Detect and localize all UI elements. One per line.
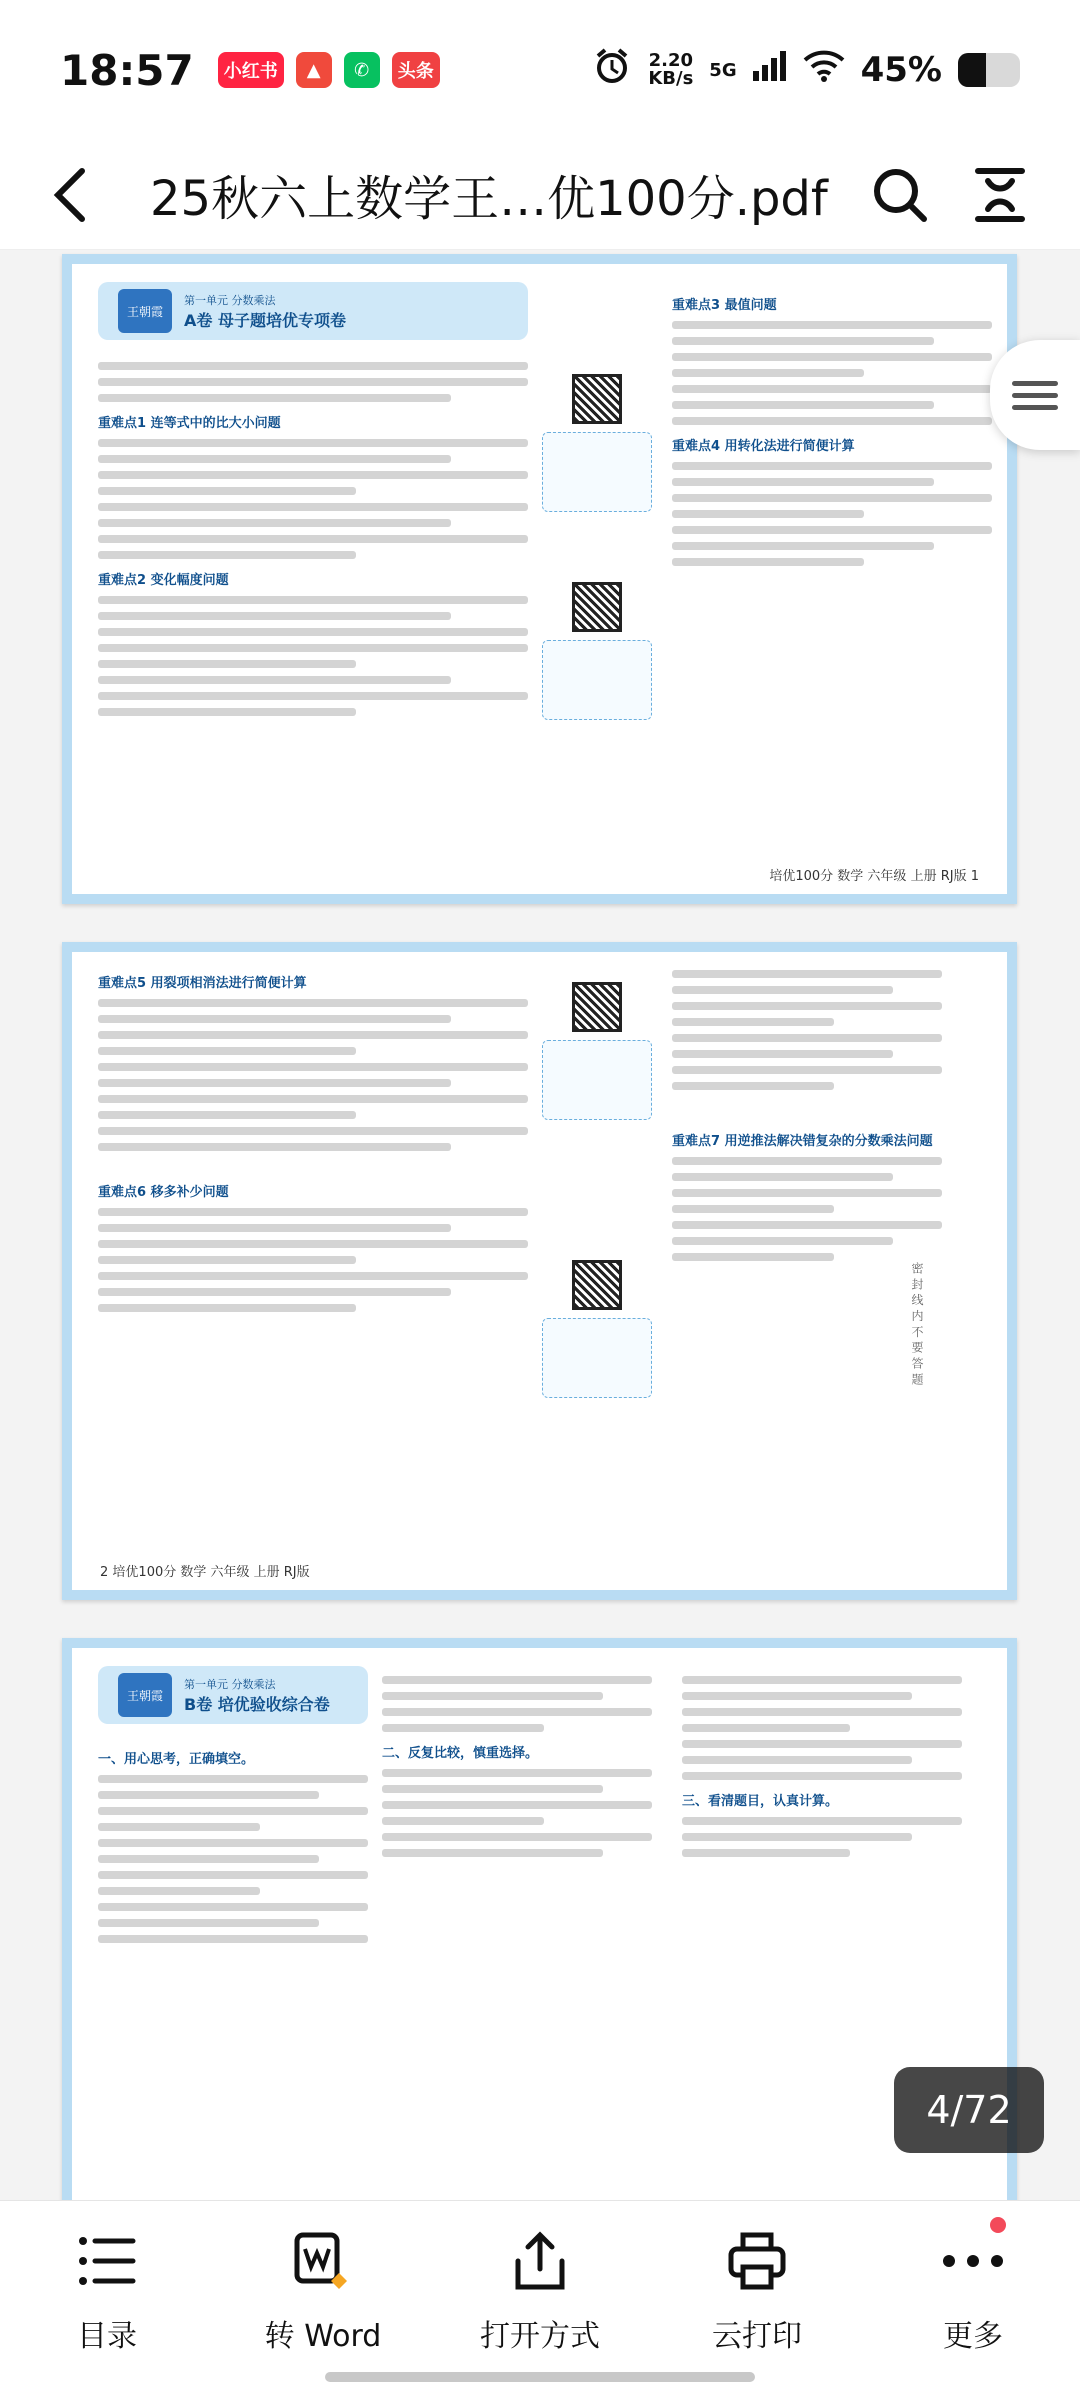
tip-box	[542, 1040, 652, 1120]
alarm-icon	[592, 46, 632, 95]
pdf-viewer[interactable]	[0, 250, 1080, 2200]
section-heading: 重难点7 用逆推法解决错复杂的分数乘法问题	[672, 1134, 933, 1149]
tip-box	[542, 1318, 652, 1398]
more-button[interactable]: 更多	[888, 2221, 1058, 2355]
xiaohongshu-icon: 小红书	[218, 52, 284, 88]
wechat-icon: ✆	[344, 52, 380, 88]
pdf-page-1[interactable]	[62, 254, 1017, 904]
tip-box	[542, 640, 652, 720]
app-notification-icon: ▲	[296, 52, 332, 88]
notification-icons	[218, 52, 440, 88]
page-layout-button[interactable]	[960, 155, 1040, 235]
section-heading: 重难点2 变化幅度问题	[98, 573, 229, 588]
more-icon	[888, 2221, 1058, 2301]
layout-icon	[970, 165, 1030, 225]
page-title: B卷 培优验收综合卷	[184, 1694, 330, 1714]
tips-column	[542, 962, 652, 1560]
qr-code-icon	[572, 374, 622, 424]
left-column	[98, 962, 528, 1560]
section-heading: 重难点6 移多补少问题	[98, 1185, 229, 1200]
section-heading: 重难点3 最值问题	[672, 298, 777, 313]
top-toolbar	[0, 140, 1080, 250]
home-indicator[interactable]	[325, 2372, 755, 2382]
qr-code-icon	[572, 582, 622, 632]
document-title: 25秋六上数学王…优100分.pdf	[150, 171, 828, 227]
search-icon	[870, 165, 930, 225]
section-heading: 一、用心思考，正确填空。	[98, 1752, 255, 1767]
list-icon	[22, 2221, 192, 2301]
page-title: A卷 母子题培优专项卷	[184, 310, 346, 330]
catalog-button[interactable]: 目录	[22, 2221, 192, 2355]
page-footer: 2 培优100分 数学 六年级 上册 RJ版	[100, 1565, 310, 1580]
section-heading: 三、看清题目，认真计算。	[682, 1794, 839, 1809]
qr-code-icon	[572, 982, 622, 1032]
page-footer: 培优100分 数学 六年级 上册 RJ版 1	[769, 869, 979, 884]
side-menu-handle[interactable]	[990, 340, 1080, 450]
bottom-toolbar	[0, 2200, 1080, 2400]
left-column	[98, 1738, 368, 2198]
seal-line-column	[899, 962, 989, 1560]
search-button[interactable]	[860, 155, 940, 235]
cloud-print-button[interactable]: 云打印	[672, 2221, 842, 2355]
brand-logo: 王朝霞	[118, 289, 172, 333]
tip-box	[542, 432, 652, 512]
pdf-page-2[interactable]	[62, 942, 1017, 1600]
status-time: 18:57	[60, 45, 194, 95]
toutiao-icon: 头条	[392, 52, 440, 88]
status-bar	[0, 0, 1080, 140]
convert-word-button[interactable]: 转 Word	[238, 2221, 408, 2355]
signal-icon	[753, 50, 787, 90]
battery-percent: 45%	[860, 50, 942, 90]
share-icon	[455, 2221, 625, 2301]
middle-column	[382, 1668, 652, 2198]
section-heading: 重难点4 用转化法进行简便计算	[672, 439, 855, 454]
back-button[interactable]	[40, 165, 100, 225]
pdf-page-3[interactable]	[62, 1638, 1017, 2200]
network-type: 5G	[709, 59, 737, 81]
notification-dot	[990, 2217, 1006, 2233]
right-column	[672, 284, 992, 864]
print-icon	[672, 2221, 842, 2301]
tips-column	[542, 354, 652, 864]
brand-logo: 王朝霞	[118, 1673, 172, 1717]
section-heading: 二、反复比较，慎重选择。	[382, 1746, 539, 1761]
open-with-button[interactable]: 打开方式	[455, 2221, 625, 2355]
chevron-left-icon	[50, 165, 90, 225]
page-indicator: 4/72	[894, 2067, 1044, 2153]
convert-word-icon	[238, 2221, 408, 2301]
left-column	[98, 354, 528, 864]
section-heading: 重难点1 连等式中的比大小问题	[98, 416, 281, 431]
battery-icon	[958, 53, 1020, 87]
qr-code-icon	[572, 1260, 622, 1310]
seal-line-text: 密 封 线 内 不 要 答 题	[910, 1262, 924, 1385]
menu-icon	[1012, 374, 1058, 417]
section-heading: 重难点5 用裂项相消法进行简便计算	[98, 976, 307, 991]
page-header: 王朝霞 第一单元 分数乘法 A卷 母子题培优专项卷	[98, 282, 528, 340]
network-speed: 2.20 KB/s	[648, 50, 694, 89]
page-header: 王朝霞 第一单元 分数乘法 B卷 培优验收综合卷	[98, 1666, 368, 1724]
wifi-icon	[803, 50, 845, 91]
